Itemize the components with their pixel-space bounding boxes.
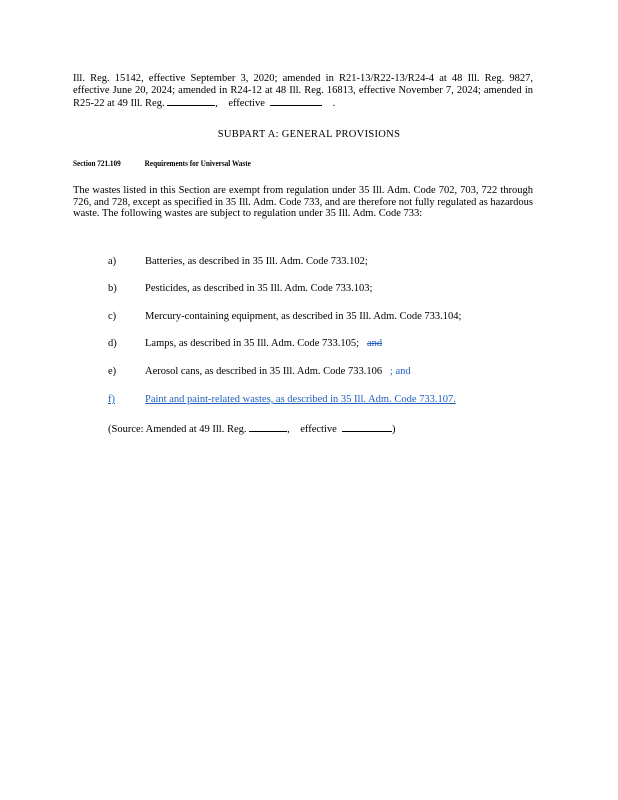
section-title: Requirements for Universal Waste — [144, 158, 251, 168]
item-text: Mercury-containing equipment, as described in 35 Ill. Adm. Code 733.104; — [145, 311, 462, 322]
item-text: Batteries, as described in 35 Ill. Adm. Code 733.102; — [145, 256, 368, 267]
history-effective: effective — [228, 98, 265, 109]
source-prefix: (Source: Amended at 49 Ill. Reg. — [108, 424, 247, 435]
source-note — [108, 422, 396, 435]
item-label: f) — [108, 394, 115, 405]
history-period: . — [332, 98, 336, 109]
item-text: Aerosol cans, as described in 35 Ill. Adm. Code 733.106 — [145, 366, 383, 377]
source-comma: , — [287, 424, 290, 435]
history-text: Ill. Reg. 15142, effective September 3, 2020; amended in R21-13/R22-13/R24-4 at 48 Ill. Reg. 9827, effective June 20, 2024; amended in R24-12 at 48 Ill. Reg. 16813, effective November 7, 2024; amended in R25-22 at 49 Ill. Reg. — [73, 73, 533, 109]
item-label: e) — [108, 366, 117, 377]
history-comma: , — [215, 98, 218, 109]
item-text: Pesticides, as described in 35 Ill. Adm. Code 733.103; — [145, 283, 373, 294]
item-text: Paint and paint-related wastes, as described in 35 Ill. Adm. Code 733.107. — [145, 394, 456, 405]
item-label: b) — [108, 283, 117, 294]
intro-paragraph: The wastes listed in this Section are exempt from regulation under 35 Ill. Adm. Code 702, 703, 722 through 726, and 728, except as specified in 35 Ill. Adm. Code 733, and are therefore not fully regulated as hazardous waste. The following wastes are subject to regulation under 35 Ill. Adm. Code 733: — [73, 185, 533, 219]
item-label: a) — [108, 256, 117, 267]
section-number: Section 721.109 — [73, 158, 121, 168]
blank-line — [249, 422, 287, 432]
blank-line — [342, 422, 392, 432]
subpart-heading: SUBPART A: GENERAL PROVISIONS — [217, 129, 401, 140]
inserted-text: ; and — [389, 366, 411, 377]
item-text-wrap — [145, 338, 382, 349]
item-label: d) — [108, 338, 117, 349]
section-heading — [73, 158, 273, 168]
deleted-text: and — [366, 338, 383, 349]
item-label: c) — [108, 311, 117, 322]
item-text: Lamps, as described in 35 Ill. Adm. Code 733.105; — [145, 338, 360, 349]
history-note — [73, 73, 533, 110]
blank-line — [270, 96, 322, 106]
blank-line — [167, 96, 215, 106]
item-text-wrap — [145, 366, 411, 377]
source-close: ) — [392, 424, 396, 435]
source-effective: effective — [300, 424, 337, 435]
